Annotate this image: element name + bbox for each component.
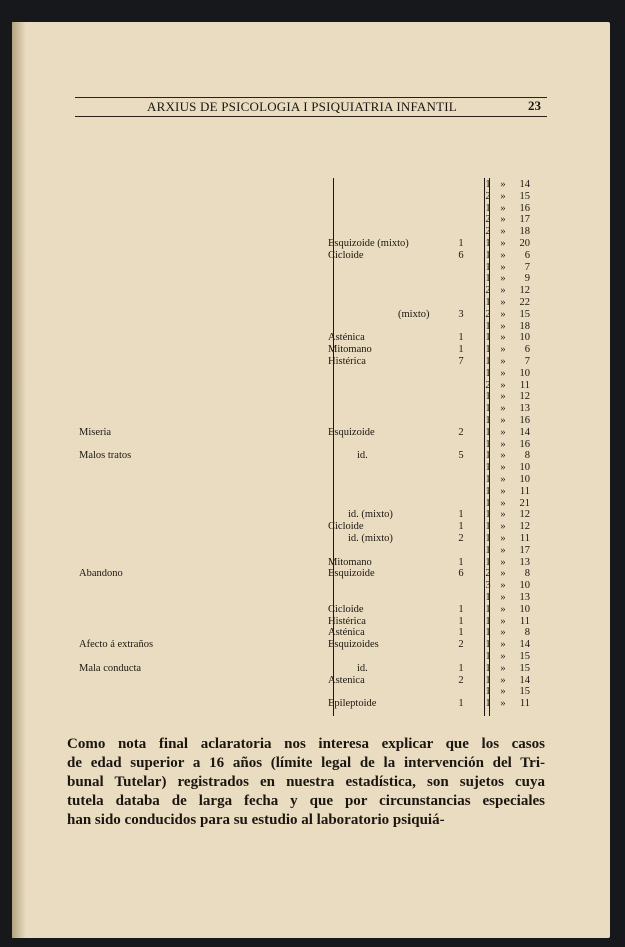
- table-age-cell: 13: [519, 403, 530, 415]
- table-age-cell: 15: [519, 190, 530, 202]
- table-arrow-cell: »: [500, 615, 506, 627]
- table-count-cell: 2: [458, 426, 464, 438]
- table-count-cell: 7: [458, 356, 464, 367]
- table-arrow-cell: »: [500, 603, 506, 615]
- table-diagnosis-cell: Asténica: [328, 627, 365, 639]
- table-years-cell: 2: [485, 379, 491, 391]
- table-count-cell: 1: [458, 521, 464, 533]
- table-diagnosis-cell: Esquizoide (mixto): [328, 238, 409, 249]
- table-count-cell: 1: [458, 332, 464, 344]
- table-diagnosis-cell: Astenica: [328, 674, 365, 686]
- table-arrow-cell: »: [500, 226, 506, 238]
- table-age-cell: 12: [519, 509, 530, 521]
- table-diagnosis-cell: Mitomano: [328, 344, 372, 356]
- table-arrow-cell: »: [500, 497, 506, 509]
- table-arrow-cell: »: [500, 332, 506, 344]
- page-number: 23: [528, 98, 541, 113]
- table-cause-cell: Afecto á extraños: [79, 639, 154, 651]
- table-years-cell: 1: [485, 179, 491, 190]
- table-years-cell: 1: [485, 273, 491, 285]
- table-age-cell: 15: [519, 662, 530, 674]
- table-years-cell: 1: [485, 462, 491, 474]
- table-count-cell: 2: [458, 674, 464, 686]
- table-arrow-cell: »: [500, 426, 506, 438]
- running-header: [75, 97, 547, 119]
- table-arrow-cell: »: [500, 627, 506, 639]
- table-age-cell: 11: [519, 533, 530, 544]
- table-age-cell: 10: [519, 462, 530, 474]
- table-years-cell: 1: [485, 297, 491, 308]
- table-arrow-cell: »: [500, 202, 506, 214]
- table-arrow-cell: »: [500, 356, 506, 367]
- table-diagnosis-cell: id.: [357, 450, 368, 462]
- table-count-cell: 1: [458, 603, 464, 615]
- table-age-cell: 9: [524, 273, 530, 285]
- table-count-cell: 5: [458, 450, 464, 462]
- table-arrow-cell: »: [500, 580, 506, 592]
- table-arrow-cell: »: [500, 592, 506, 603]
- table-count-cell: 1: [458, 662, 464, 674]
- table-age-cell: 14: [519, 674, 530, 686]
- table-count-cell: 6: [458, 249, 464, 261]
- table-arrow-cell: »: [500, 474, 506, 485]
- table-count-cell: 1: [458, 698, 464, 710]
- table-arrow-cell: »: [500, 285, 506, 297]
- table-years-cell: 1: [485, 544, 491, 556]
- table-age-cell: 10: [519, 474, 530, 485]
- table-count-cell: 6: [458, 568, 464, 580]
- table-years-cell: 1: [485, 249, 491, 261]
- table-age-cell: 14: [519, 179, 530, 190]
- table-age-cell: 8: [524, 450, 530, 462]
- table-age-cell: 6: [524, 344, 530, 356]
- table-age-cell: 10: [519, 580, 530, 592]
- header-rule-bottom: [75, 116, 547, 117]
- table-age-cell: 12: [519, 521, 530, 533]
- table-years-cell: 1: [485, 651, 491, 662]
- table-arrow-cell: »: [500, 249, 506, 261]
- table-age-cell: 10: [519, 603, 530, 615]
- table-years-cell: 1: [485, 344, 491, 356]
- closing-paragraph: [67, 735, 545, 830]
- table-age-cell: 11: [519, 698, 530, 710]
- header-rule-top: [75, 97, 547, 98]
- table-years-cell: 1: [485, 438, 491, 450]
- table-diagnosis-cell: Epileptoide: [328, 698, 377, 710]
- table-years-cell: 1: [485, 202, 491, 214]
- table-arrow-cell: »: [500, 651, 506, 662]
- table-years-cell: 1: [485, 639, 491, 651]
- table-arrow-cell: »: [500, 462, 506, 474]
- table-arrow-cell: »: [500, 238, 506, 249]
- table-years-cell: 1: [485, 497, 491, 509]
- table-diagnosis-cell: id. (mixto): [348, 509, 393, 521]
- table-diagnosis-cell: Mitomano: [328, 556, 372, 568]
- table-years-cell: 2: [485, 190, 491, 202]
- table-arrow-cell: »: [500, 403, 506, 415]
- table-arrow-cell: »: [500, 485, 506, 497]
- table-age-cell: 20: [519, 238, 530, 249]
- table-arrow-cell: »: [500, 674, 506, 686]
- table-age-cell: 7: [524, 261, 530, 273]
- table-arrow-cell: »: [500, 662, 506, 674]
- table-cause-cell: Malos tratos: [79, 450, 132, 462]
- table-arrow-cell: »: [500, 686, 506, 698]
- table-years-cell: 1: [485, 426, 491, 438]
- table-years-cell: 1: [485, 415, 491, 426]
- table-arrow-cell: »: [500, 379, 506, 391]
- table-arrow-cell: »: [500, 297, 506, 308]
- paragraph-line: han sido conducidos para su estudio al laboratorio psiquiá-: [67, 812, 445, 828]
- table-years-cell: 1: [485, 603, 491, 615]
- table-age-cell: 16: [519, 415, 530, 426]
- table-diagnosis-cell: Asténica: [328, 332, 365, 344]
- table-years-cell: 1: [485, 674, 491, 686]
- table-years-cell: 1: [485, 320, 491, 332]
- table-arrow-cell: »: [500, 544, 506, 556]
- table-diagnosis-cell: Esquizoide: [328, 426, 375, 438]
- table-age-cell: 10: [519, 332, 530, 344]
- table-diagnosis-cell: Cicloide: [328, 249, 364, 261]
- table-arrow-cell: »: [500, 214, 506, 226]
- table-age-cell: 7: [524, 356, 530, 367]
- table-years-cell: 1: [485, 556, 491, 568]
- table-count-cell: 1: [458, 238, 464, 249]
- table-age-cell: 13: [519, 556, 530, 568]
- table-arrow-cell: »: [500, 344, 506, 356]
- table-years-cell: 2: [485, 568, 491, 580]
- table-years-cell: 1: [485, 391, 491, 403]
- table-arrow-cell: »: [500, 391, 506, 403]
- table-age-cell: 11: [519, 379, 530, 391]
- table-years-cell: 1: [485, 450, 491, 462]
- table-age-cell: 10: [519, 367, 530, 379]
- table-age-cell: 8: [524, 568, 530, 580]
- table-count-cell: 3: [458, 308, 464, 320]
- table-age-cell: 13: [519, 592, 530, 603]
- table-years-cell: 1: [485, 356, 491, 367]
- table-years-cell: 1: [485, 698, 491, 710]
- table-arrow-cell: »: [500, 639, 506, 651]
- table-age-cell: 16: [519, 202, 530, 214]
- table-diagnosis-cell: Cicloide: [328, 521, 364, 533]
- table-age-cell: 12: [519, 285, 530, 297]
- table-diagnosis-cell: (mixto): [398, 308, 430, 320]
- table-years-cell: 1: [485, 509, 491, 521]
- table-years-cell: 3: [485, 580, 491, 592]
- table-years-cell: 1: [485, 521, 491, 533]
- table-age-cell: 17: [519, 544, 530, 556]
- table-arrow-cell: »: [500, 509, 506, 521]
- table-years-cell: 1: [485, 238, 491, 249]
- table-age-cell: 17: [519, 214, 530, 226]
- table-age-cell: 11: [519, 615, 530, 627]
- table-cause-cell: Miseria: [79, 426, 112, 438]
- table-years-cell: 1: [485, 485, 491, 497]
- journal-title: ARXIUS DE PSICOLOGIA I PSIQUIATRIA INFANTIL: [147, 99, 457, 114]
- table-count-cell: 1: [458, 627, 464, 639]
- table-diagnosis-cell: Histérica: [328, 615, 366, 627]
- table-count-cell: 1: [458, 509, 464, 521]
- paragraph-line: tutela databa de larga fecha y que por circunstancias especiales: [67, 793, 545, 809]
- table-arrow-cell: »: [500, 568, 506, 580]
- table-age-cell: 15: [519, 686, 530, 698]
- table-years-cell: 2: [485, 226, 491, 238]
- table-years-cell: 1: [485, 615, 491, 627]
- table-arrow-cell: »: [500, 261, 506, 273]
- table-years-cell: 2: [485, 285, 491, 297]
- table-years-cell: 1: [485, 592, 491, 603]
- table-age-cell: 18: [519, 320, 530, 332]
- table-years-cell: 1: [485, 686, 491, 698]
- table-years-cell: 1: [485, 367, 491, 379]
- table-age-cell: 22: [519, 297, 530, 308]
- table-age-cell: 14: [519, 426, 530, 438]
- table-arrow-cell: »: [500, 320, 506, 332]
- table-age-cell: 21: [519, 497, 530, 509]
- paragraph-line: Como nota final aclaratoria nos interesa explicar que los casos: [67, 736, 545, 752]
- paragraph-line: de edad superior a 16 años (límite legal de la intervención del Tri-: [67, 755, 545, 771]
- table-age-cell: 6: [524, 249, 530, 261]
- table-age-cell: 11: [519, 485, 530, 497]
- table-diagnosis-cell: id. (mixto): [348, 533, 393, 544]
- table-arrow-cell: »: [500, 438, 506, 450]
- table-diagnosis-cell: Histérica: [328, 356, 366, 367]
- table-arrow-cell: »: [500, 179, 506, 190]
- table-diagnosis-cell: Esquizoide: [328, 568, 375, 580]
- table-cause-cell: Abandono: [79, 568, 123, 580]
- table-arrow-cell: »: [500, 273, 506, 285]
- table-count-cell: 2: [458, 639, 464, 651]
- table-count-cell: 1: [458, 615, 464, 627]
- table-cause-cell: Mala conducta: [79, 662, 142, 674]
- table-arrow-cell: »: [500, 556, 506, 568]
- table-arrow-cell: »: [500, 450, 506, 462]
- table-years-cell: 1: [485, 662, 491, 674]
- table-count-cell: 1: [458, 556, 464, 568]
- table-diagnosis-cell: Cicloide: [328, 603, 364, 615]
- table-arrow-cell: »: [500, 698, 506, 710]
- table-arrow-cell: »: [500, 533, 506, 544]
- book-spine-shadow: [12, 22, 26, 938]
- table-age-cell: 15: [519, 308, 530, 320]
- table-age-cell: 12: [519, 391, 530, 403]
- table-arrow-cell: »: [500, 367, 506, 379]
- table-age-cell: 14: [519, 639, 530, 651]
- table-age-cell: 15: [519, 651, 530, 662]
- table-diagnosis-cell: id.: [357, 662, 368, 674]
- table-years-cell: 2: [485, 308, 491, 320]
- table-arrow-cell: »: [500, 521, 506, 533]
- table-count-cell: 2: [458, 533, 464, 544]
- table-years-cell: 1: [485, 332, 491, 344]
- table-arrow-cell: »: [500, 190, 506, 202]
- table-years-cell: 2: [485, 214, 491, 226]
- table-years-cell: 1: [485, 627, 491, 639]
- table-diagnosis-cell: Esquizoides: [328, 639, 379, 651]
- table-arrow-cell: »: [500, 415, 506, 426]
- table-arrow-cell: »: [500, 308, 506, 320]
- table-age-cell: 18: [519, 226, 530, 238]
- paragraph-line: bunal Tutelar) registrados en nuestra estadística, son sujetos cuya: [67, 774, 545, 790]
- table-age-cell: 8: [524, 627, 530, 639]
- table-years-cell: 1: [485, 533, 491, 544]
- table-years-cell: 1: [485, 403, 491, 415]
- table-age-cell: 16: [519, 438, 530, 450]
- table-years-cell: 1: [485, 261, 491, 273]
- table-count-cell: 1: [458, 344, 464, 356]
- table-years-cell: 1: [485, 474, 491, 485]
